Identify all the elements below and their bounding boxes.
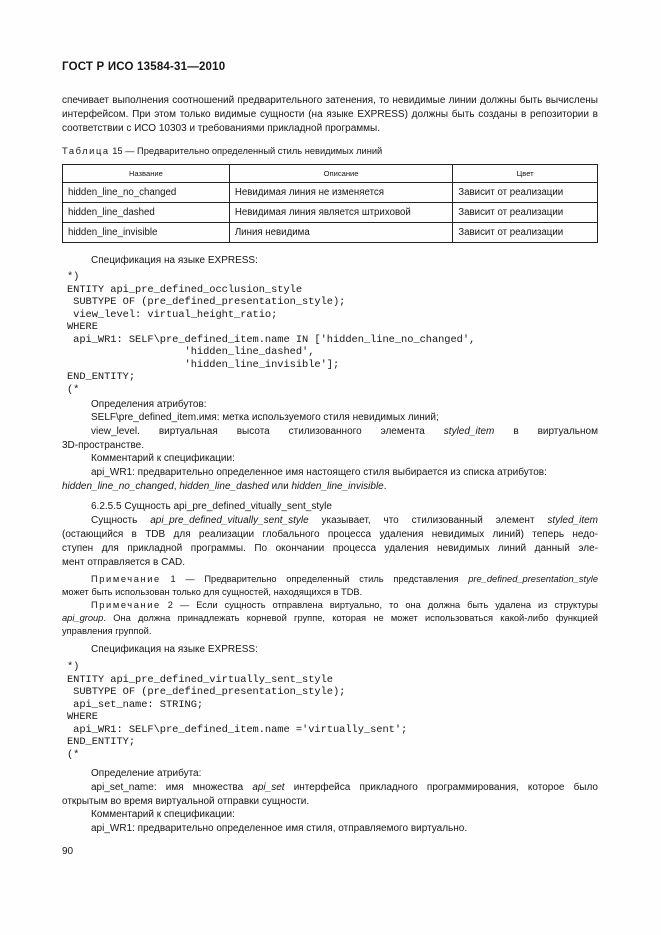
- intro-line: соответствии с ИСО 10303 и требованиями прикладной программы.: [62, 123, 380, 134]
- note-label: Примечание: [91, 600, 161, 610]
- table-cell: Зависит от реализации: [453, 183, 598, 203]
- code-line: (*: [67, 383, 80, 396]
- section-paragraph-line: ступен для прикладной программы. По окончании процесса удаления невидимых линий данный эле-: [62, 543, 598, 554]
- code-line: *): [67, 661, 80, 673]
- word: в: [513, 426, 519, 437]
- term: pre_defined_presentation_style: [468, 574, 598, 584]
- code-line: END_ENTITY;: [67, 371, 136, 383]
- code-line: ENTITY api_pre_defined_virtually_sent_style: [67, 673, 333, 686]
- definitions-heading: Определение атрибута:: [91, 768, 202, 779]
- section-paragraph-line: (остающийся в TDB для реализации глобального процесса удаления невидимых линий) теперь недо-: [62, 529, 598, 540]
- code-line: SUBTYPE OF (pre_defined_presentation_style);: [67, 296, 346, 308]
- code-line: ENTITY api_pre_defined_occlusion_style: [67, 283, 303, 296]
- term: styled_item: [547, 515, 598, 526]
- word: ,: [173, 481, 180, 492]
- comment-line: api_WR1: предварительно определенное имя настоящего стиля выбирается из списка атрибутов:: [91, 467, 547, 478]
- code-line: api_WR1: SELF\pre_defined_item.name ='virtually_sent';: [67, 723, 408, 736]
- word: виртуальная: [158, 426, 218, 437]
- comment-line: api_WR1: предварительно определенное имя стиля, отправляемого виртуально.: [91, 823, 468, 834]
- term: hidden_line_no_changed: [62, 481, 174, 492]
- word: элемента: [380, 426, 425, 437]
- note-2-line: управления группой.: [62, 626, 152, 636]
- word: указывает, что стилизованный элемент: [308, 515, 548, 526]
- table-cell: hidden_line_dashed: [63, 203, 230, 223]
- code-line: api_WR1: SELF\pre_defined_item.name IN ['hidden_line_no_changed',: [67, 333, 476, 346]
- table-caption-text: 15 — Предварительно определенный стиль невидимых линий: [109, 146, 383, 156]
- term: api_set: [252, 782, 285, 793]
- definition-item: [91, 782, 598, 793]
- intro-line: спечивает выполнения соотношений предварительного затенения, то невидимые линии должны быть вычислены: [62, 95, 598, 106]
- note-1: [91, 574, 598, 584]
- table-cell: Зависит от реализации: [453, 203, 598, 223]
- column-header: Цвет: [453, 165, 598, 183]
- definition-item: [91, 426, 598, 437]
- comment-line: [62, 481, 387, 492]
- term: view_level.: [91, 426, 140, 437]
- note-2: [91, 600, 598, 610]
- code-line: api_set_name: STRING;: [67, 698, 204, 711]
- section-title: 6.2.5.5 Сущность api_pre_defined_vitually_sent_style: [91, 501, 332, 512]
- definition-continuation: 3D-пространстве.: [62, 440, 144, 451]
- table-caption-label: Таблица: [62, 146, 110, 156]
- table-cell: Невидимая линия не изменяется: [229, 183, 452, 203]
- comment-heading: Комментарий к спецификации:: [91, 809, 235, 820]
- word: .: [383, 481, 387, 492]
- note-2-line: [62, 613, 598, 623]
- section-paragraph-line: мент отправляется в CAD.: [62, 557, 185, 568]
- section-paragraph-line: [91, 515, 598, 526]
- table-row: [63, 203, 598, 223]
- table-cell: hidden_line_invisible: [63, 223, 230, 243]
- word: высота: [236, 426, 270, 437]
- word: виртуальном: [537, 426, 598, 437]
- code-line: 'hidden_line_dashed',: [67, 346, 315, 358]
- column-header: Описание: [229, 165, 452, 183]
- term: hidden_line_dashed: [179, 481, 269, 492]
- word: api_set_name: имя множества: [91, 782, 253, 793]
- code-line: (*: [67, 748, 80, 761]
- spec-heading: Спецификация на языке EXPRESS:: [91, 644, 258, 655]
- table-header-row: [63, 165, 598, 183]
- word: интерфейса прикладного программирования, которое было: [284, 782, 598, 793]
- comment-heading: Комментарий к спецификации:: [91, 453, 235, 464]
- term: api_pre_defined_vitually_sent_style: [150, 515, 309, 526]
- code-line: END_ENTITY;: [67, 736, 136, 748]
- table-cell: Зависит от реализации: [453, 223, 598, 243]
- word: стилизованного: [288, 426, 362, 437]
- table-caption: [62, 146, 382, 156]
- table-cell: Линия невидима: [229, 223, 452, 243]
- code-line: 'hidden_line_invisible'];: [67, 358, 340, 371]
- page-header: ГОСТ Р ИСО 13584-31—2010: [62, 61, 226, 73]
- spec-heading: Спецификация на языке EXPRESS:: [91, 255, 258, 266]
- page-number: 90: [62, 846, 74, 857]
- table-15: [62, 164, 598, 243]
- definitions-heading: Определения атрибутов:: [91, 399, 207, 410]
- intro-line: интерфейсом. При этом только видимые сущности (на языке EXPRESS) должны быть созданы в репозитории в: [62, 109, 598, 120]
- word: Сущность: [91, 515, 151, 526]
- code-line: WHERE: [67, 321, 98, 333]
- word: 1 — Предварительно определенный стиль представления: [160, 574, 469, 584]
- code-line: WHERE: [67, 711, 98, 723]
- table-row: [63, 183, 598, 203]
- term: api_group: [62, 613, 104, 623]
- definition-continuation: открытым во время виртуальной отправки сущности.: [62, 796, 310, 807]
- table-cell: hidden_line_no_changed: [63, 183, 230, 203]
- column-header: Название: [63, 165, 230, 183]
- code-line: SUBTYPE OF (pre_defined_presentation_style);: [67, 686, 346, 698]
- table-row: [63, 223, 598, 243]
- code-line: *): [67, 271, 80, 283]
- definition-item: SELF\pre_defined_item.имя: метка используемого стиля невидимых линий;: [91, 412, 439, 423]
- word: или: [268, 481, 292, 492]
- note-label: Примечание: [91, 574, 161, 584]
- table-cell: Невидимая линия является штриховой: [229, 203, 452, 223]
- term: styled_item: [443, 426, 495, 437]
- word: 2 — Если сущность отправлена виртуально, то она должна быть удалена из структуры: [160, 600, 598, 610]
- note-1-line: может быть использован только для сущностей, находящихся в TDB.: [62, 587, 363, 597]
- code-line: view_level: virtual_height_ratio;: [67, 308, 278, 321]
- word: . Она должна принадлежать корневой группе, которая не может использоваться какой-либо функцией: [103, 613, 598, 623]
- term: hidden_line_invisible: [291, 481, 384, 492]
